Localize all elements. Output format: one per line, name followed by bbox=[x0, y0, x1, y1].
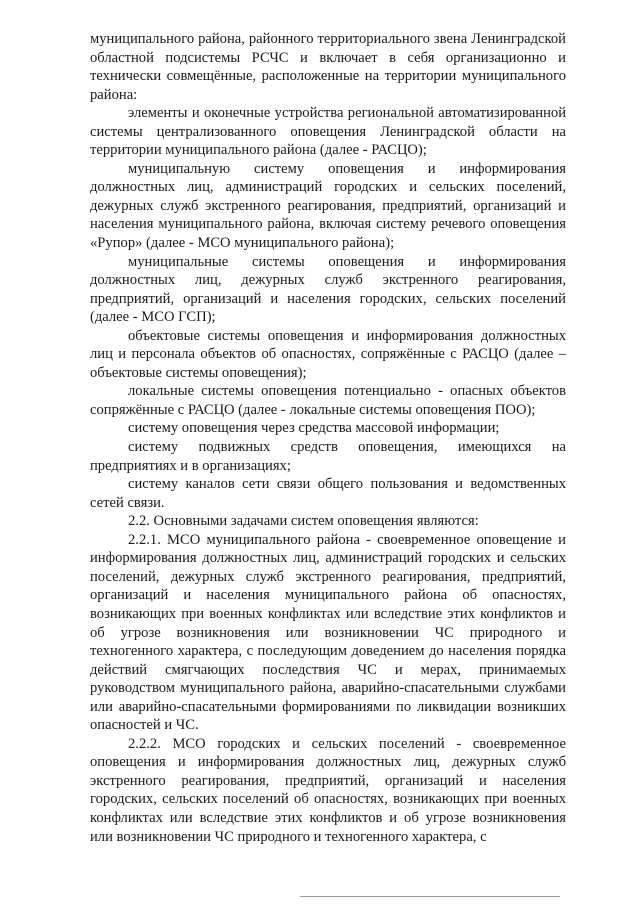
paragraph-2-2-1: 2.2.1. МСО муниципального района - своевременное оповещение и информирования должностных лиц, администраций городских и сельских поселений, дежурных служб экстренного реагирования, предприятий, организаций и населения муниципального района об опасностях, возникающих при военных конфликтах или вследствие этих конфликтов и об угрозе возникновения или возникновении ЧС природного и техногенного характера, с последующим доведением до населения порядка действий смягчающих последствия ЧС и мерах, принимаемых руководством муниципального района, аварийно-спасательными службами или аварийно-спасательными формированиями по ликвидации возникших опасностей и ЧС. bbox=[90, 531, 566, 734]
paragraph-object-systems: объектовые системы оповещения и информирования должностных лиц и персонала объектов об опасностях, сопряжённые с РАСЦО (далее – объектовые системы оповещения); bbox=[90, 327, 566, 381]
paragraph-local-systems: локальные системы оповещения потенциально - опасных объектов сопряжённые с РАСЦО (далее - локальные системы оповещения ПОО); bbox=[90, 383, 566, 418]
section-heading-2-2: 2.2. Основными задачами систем оповещения являются: bbox=[128, 513, 479, 530]
footer-divider bbox=[300, 896, 560, 897]
paragraph-mso-gsp: муниципальные системы оповещения и информирования должностных лиц, дежурных служб экстренного реагирования, предприятий, организаций и населения городских, сельских поселений (далее - МСО ГСП); bbox=[90, 253, 566, 326]
paragraph-2-2-2: 2.2.2. МСО городских и сельских поселений - своевременное оповещения и информирования должностных лиц, дежурных служб экстренного реагирования, предприятий, организаций и населения городских, сельских поселений об опасностях, возникающих при военных конфликтах или вследствие этих конфликтов и об угрозе возникновения или возникновении ЧС природного и техногенного характера, с bbox=[90, 735, 566, 845]
paragraph-rasco: элементы и оконечные устройства региональной автоматизированной системы централизованного оповещения Ленинградской области на территории муниципального района (далее - РАСЦО); bbox=[90, 105, 566, 159]
document-body bbox=[90, 30, 566, 846]
paragraph-continuation: муниципального района, районного территориального звена Ленинградской областной подсистемы РСЧС и включает в себя организационно и технически совмещённые, расположенные на территории муниципального района: bbox=[90, 31, 566, 103]
paragraph-communication-networks: систему каналов сети связи общего пользования и ведомственных сетей связи. bbox=[90, 476, 566, 511]
paragraph-mobile-means: систему подвижных средств оповещения, имеющихся на предприятиях и в организациях; bbox=[90, 439, 566, 474]
paragraph-mass-media: систему оповещения через средства массовой информации; bbox=[128, 420, 500, 437]
paragraph-mso-district: муниципальную систему оповещения и информирования должностных лиц, администраций городских и сельских поселений, дежурных служб экстренного реагирования, предприятий, организаций и населения муниципального района, включая систему речевого оповещения «Рупор» (далее - МСО муниципального района); bbox=[90, 160, 566, 252]
